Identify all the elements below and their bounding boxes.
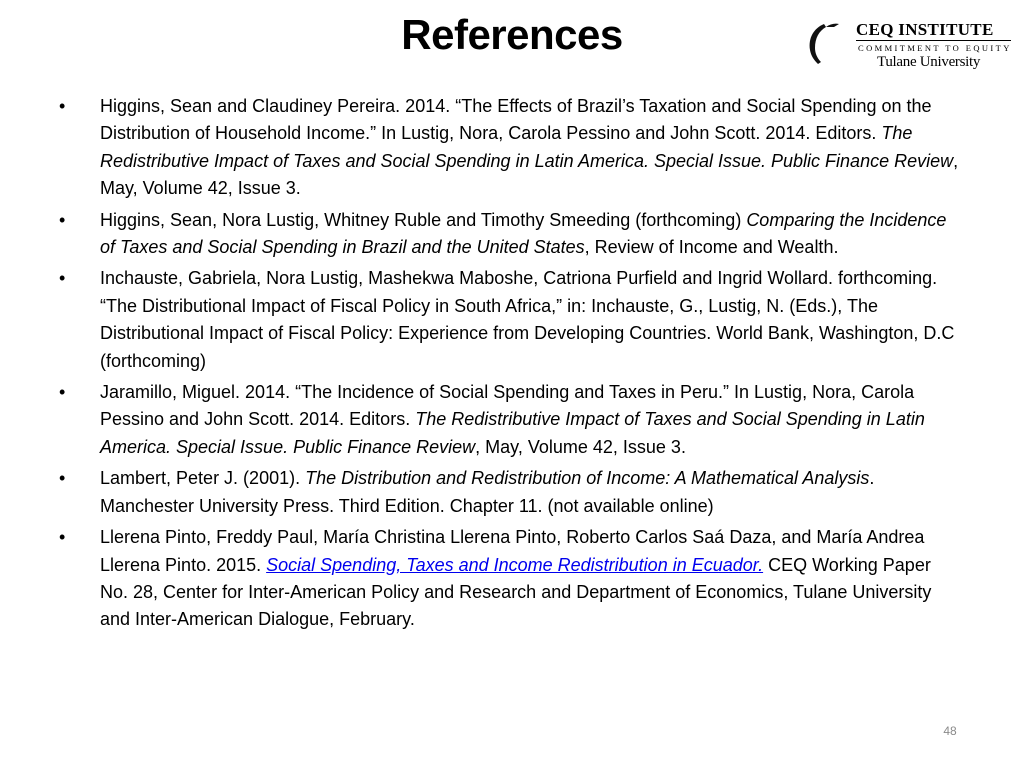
reference-text: Jaramillo, Miguel. 2014. “The Incidence of Social Spending and Taxes in Peru.” In Lustig, Nora, Carola Pessino and John Scott. 2014. Editors.: [100, 382, 915, 430]
reference-title: The Redistributive Impact of Taxes and Social Spending in Latin America. Special Issue. Public Finance Review: [100, 409, 925, 457]
reference-item: [52, 207, 960, 262]
bullet-icon: •: [59, 96, 66, 116]
university-name: Tulane University: [877, 54, 981, 70]
reference-text: , May, Volume 42, Issue 3.: [100, 150, 959, 199]
reference-list: [52, 93, 960, 638]
reference-text: Lambert, Peter J. (2001).: [100, 468, 306, 489]
institute-tagline: COMMITMENT TO EQUITY: [858, 43, 1012, 53]
reference-text: , Review of Income and Wealth.: [584, 237, 839, 258]
reference-title: The Distribution and Redistribution of Income: A Mathematical Analysis: [305, 468, 870, 489]
logo-divider: [856, 40, 1011, 41]
ceq-institute-logo: [804, 18, 1014, 74]
reference-text: Llerena Pinto, Freddy Paul, María Christina Llerena Pinto, Roberto Carlos Saá Daza, and María Andrea Llerena Pinto. 2015.: [100, 527, 925, 575]
reference-text: . Manchester University Press. Third Edition. Chapter 11. (not available online): [100, 468, 875, 516]
bullet-icon: •: [59, 268, 66, 289]
institute-name: CEQ INSTITUTE: [856, 20, 994, 39]
reference-text: , May, Volume 42, Issue 3.: [475, 436, 686, 457]
ecuador-paper-link[interactable]: Social Spending, Taxes and Income Redistribution in Ecuador.: [266, 554, 764, 575]
bullet-icon: •: [59, 468, 66, 489]
reference-title: The Redistributive Impact of Taxes and Social Spending in Latin America. Special Issue. Public Finance Review: [100, 123, 954, 171]
bullet-icon: •: [59, 527, 66, 548]
reference-item: [52, 524, 960, 634]
ceq-emblem-icon: [804, 18, 852, 66]
reference-item: [52, 465, 960, 520]
bullet-icon: •: [59, 209, 66, 230]
reference-item: [52, 379, 960, 461]
bullet-icon: •: [59, 382, 66, 403]
reference-title: Comparing the Incidence of Taxes and Social Spending in Brazil and the United States: [100, 209, 947, 258]
page-number: 48: [943, 724, 957, 738]
reference-item: [52, 265, 960, 375]
page-title: References: [401, 11, 623, 58]
reference-item: [52, 93, 960, 203]
reference-text: Higgins, Sean and Claudiney Pereira. 2014. “The Effects of Brazil’s Taxation and Social Spending on the Distribution of Household Income.” In Lustig, Nora, Carola Pessino and John Scott. 2014. Editors.: [100, 96, 932, 144]
reference-text: CEQ Working Paper No. 28, Center for Inter-American Policy and Research and Department of Economics, Tulane University and Inter-American Dialogue, February.: [100, 554, 932, 630]
reference-text: Higgins, Sean, Nora Lustig, Whitney Ruble and Timothy Smeeding (forthcoming): [100, 209, 747, 230]
reference-text: Inchauste, Gabriela, Nora Lustig, Mashekwa Maboshe, Catriona Purfield and Ingrid Wollard. forthcoming. “The Distributional Impact of Fiscal Policy in South Africa,” in: Inchauste, G., Lustig, N. (Eds.), The Distributional Impact of Fiscal Policy: Experience from Developing Countries. World Bank, Washington, D.C (forthcoming): [100, 268, 955, 371]
